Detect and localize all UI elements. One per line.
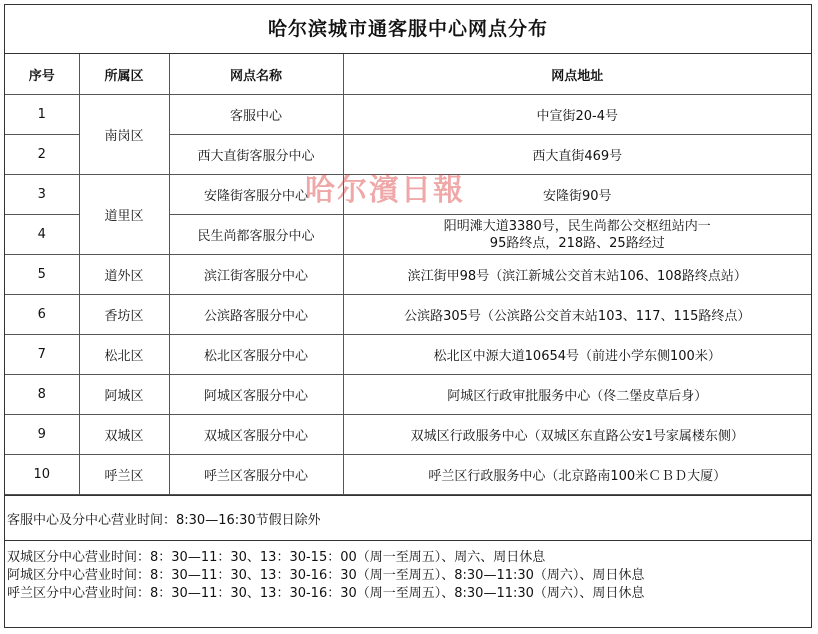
hours-line-acheng: 阿城区分中心营业时间：8：30—11：30、13：30-16：30（周一至周五）、8:30—11:30（周六）、周日休息 bbox=[7, 568, 645, 583]
table-row bbox=[5, 375, 811, 415]
cell-no: 10 bbox=[5, 455, 79, 495]
cell-address bbox=[343, 215, 811, 255]
cell-address: 滨江街甲98号（滨江新城公交首末站106、108路终点站） bbox=[343, 255, 811, 295]
cell-name: 松北区客服分中心 bbox=[169, 335, 343, 375]
cell-name: 呼兰区客服分中心 bbox=[169, 455, 343, 495]
cell-district: 道外区 bbox=[79, 255, 169, 295]
table-row bbox=[5, 255, 811, 295]
cell-district: 道里区 bbox=[79, 175, 169, 255]
address-line-1: 阳明滩大道3380号，民生尚都公交枢纽站内一 bbox=[443, 218, 711, 234]
cell-address: 公滨路305号（公滨路公交首末站103、117、115路终点） bbox=[343, 295, 811, 335]
service-center-sheet bbox=[4, 4, 812, 628]
cell-name: 客服中心 bbox=[169, 95, 343, 135]
cell-no: 7 bbox=[5, 335, 79, 375]
cell-no: 4 bbox=[5, 215, 79, 255]
header-district: 所属区 bbox=[79, 54, 169, 95]
header-no: 序号 bbox=[5, 54, 79, 95]
table-row bbox=[5, 95, 811, 135]
cell-no: 1 bbox=[5, 95, 79, 135]
cell-district: 阿城区 bbox=[79, 375, 169, 415]
newspaper-watermark: 哈尔濱日報 bbox=[305, 173, 465, 208]
table-row bbox=[5, 415, 811, 455]
hours-line-hulan: 呼兰区分中心营业时间：8：30—11：30、13：30-16：30（周一至周五）、8:30—11:30（周六）、周日休息 bbox=[7, 586, 645, 601]
table-row bbox=[5, 455, 811, 495]
table-header-row bbox=[5, 54, 811, 95]
cell-district: 双城区 bbox=[79, 415, 169, 455]
hours-line-shuangcheng: 双城区分中心营业时间：8：30—11：30、13：30-15：00（周一至周五）、周六、周日休息 bbox=[7, 550, 546, 565]
cell-address: 西大直街469号 bbox=[343, 135, 811, 175]
cell-name: 公滨路客服分中心 bbox=[169, 295, 343, 335]
header-name: 网点名称 bbox=[169, 54, 343, 95]
table-row bbox=[5, 295, 811, 335]
address-line-2: 95路终点，218路、25路经过 bbox=[489, 235, 665, 251]
cell-district: 呼兰区 bbox=[79, 455, 169, 495]
cell-district: 南岗区 bbox=[79, 95, 169, 175]
cell-address: 中宣街20-4号 bbox=[343, 95, 811, 135]
cell-no: 6 bbox=[5, 295, 79, 335]
service-points-table bbox=[5, 54, 811, 495]
cell-address: 双城区行政服务中心（双城区东直路公安1号家属楼东侧） bbox=[343, 415, 811, 455]
cell-no: 2 bbox=[5, 135, 79, 175]
cell-address: 安隆街90号 bbox=[343, 175, 811, 215]
cell-name: 双城区客服分中心 bbox=[169, 415, 343, 455]
main-hours-text: 客服中心及分中心营业时间：8:30—16:30节假日除外 bbox=[7, 512, 321, 528]
cell-district: 香坊区 bbox=[79, 295, 169, 335]
cell-address: 松北区中源大道10654号（前进小学东侧100米） bbox=[343, 335, 811, 375]
table-row bbox=[5, 175, 811, 215]
cell-address: 阿城区行政审批服务中心（佟二堡皮草后身） bbox=[343, 375, 811, 415]
cell-no: 3 bbox=[5, 175, 79, 215]
cell-name: 阿城区客服分中心 bbox=[169, 375, 343, 415]
cell-district: 松北区 bbox=[79, 335, 169, 375]
cell-name: 民生尚都客服分中心 bbox=[169, 215, 343, 255]
table-row bbox=[5, 335, 811, 375]
cell-name: 西大直街客服分中心 bbox=[169, 135, 343, 175]
cell-name: 安隆街客服分中心 bbox=[169, 175, 343, 215]
cell-no: 8 bbox=[5, 375, 79, 415]
header-address: 网点地址 bbox=[343, 54, 811, 95]
page-title: 哈尔滨城市通客服中心网点分布 bbox=[5, 5, 811, 54]
main-hours-note bbox=[5, 495, 811, 541]
district-hours-notes bbox=[5, 541, 811, 603]
cell-no: 5 bbox=[5, 255, 79, 295]
cell-address: 呼兰区行政服务中心（北京路南100米ＣＢＤ大厦） bbox=[343, 455, 811, 495]
cell-no: 9 bbox=[5, 415, 79, 455]
cell-name: 滨江街客服分中心 bbox=[169, 255, 343, 295]
